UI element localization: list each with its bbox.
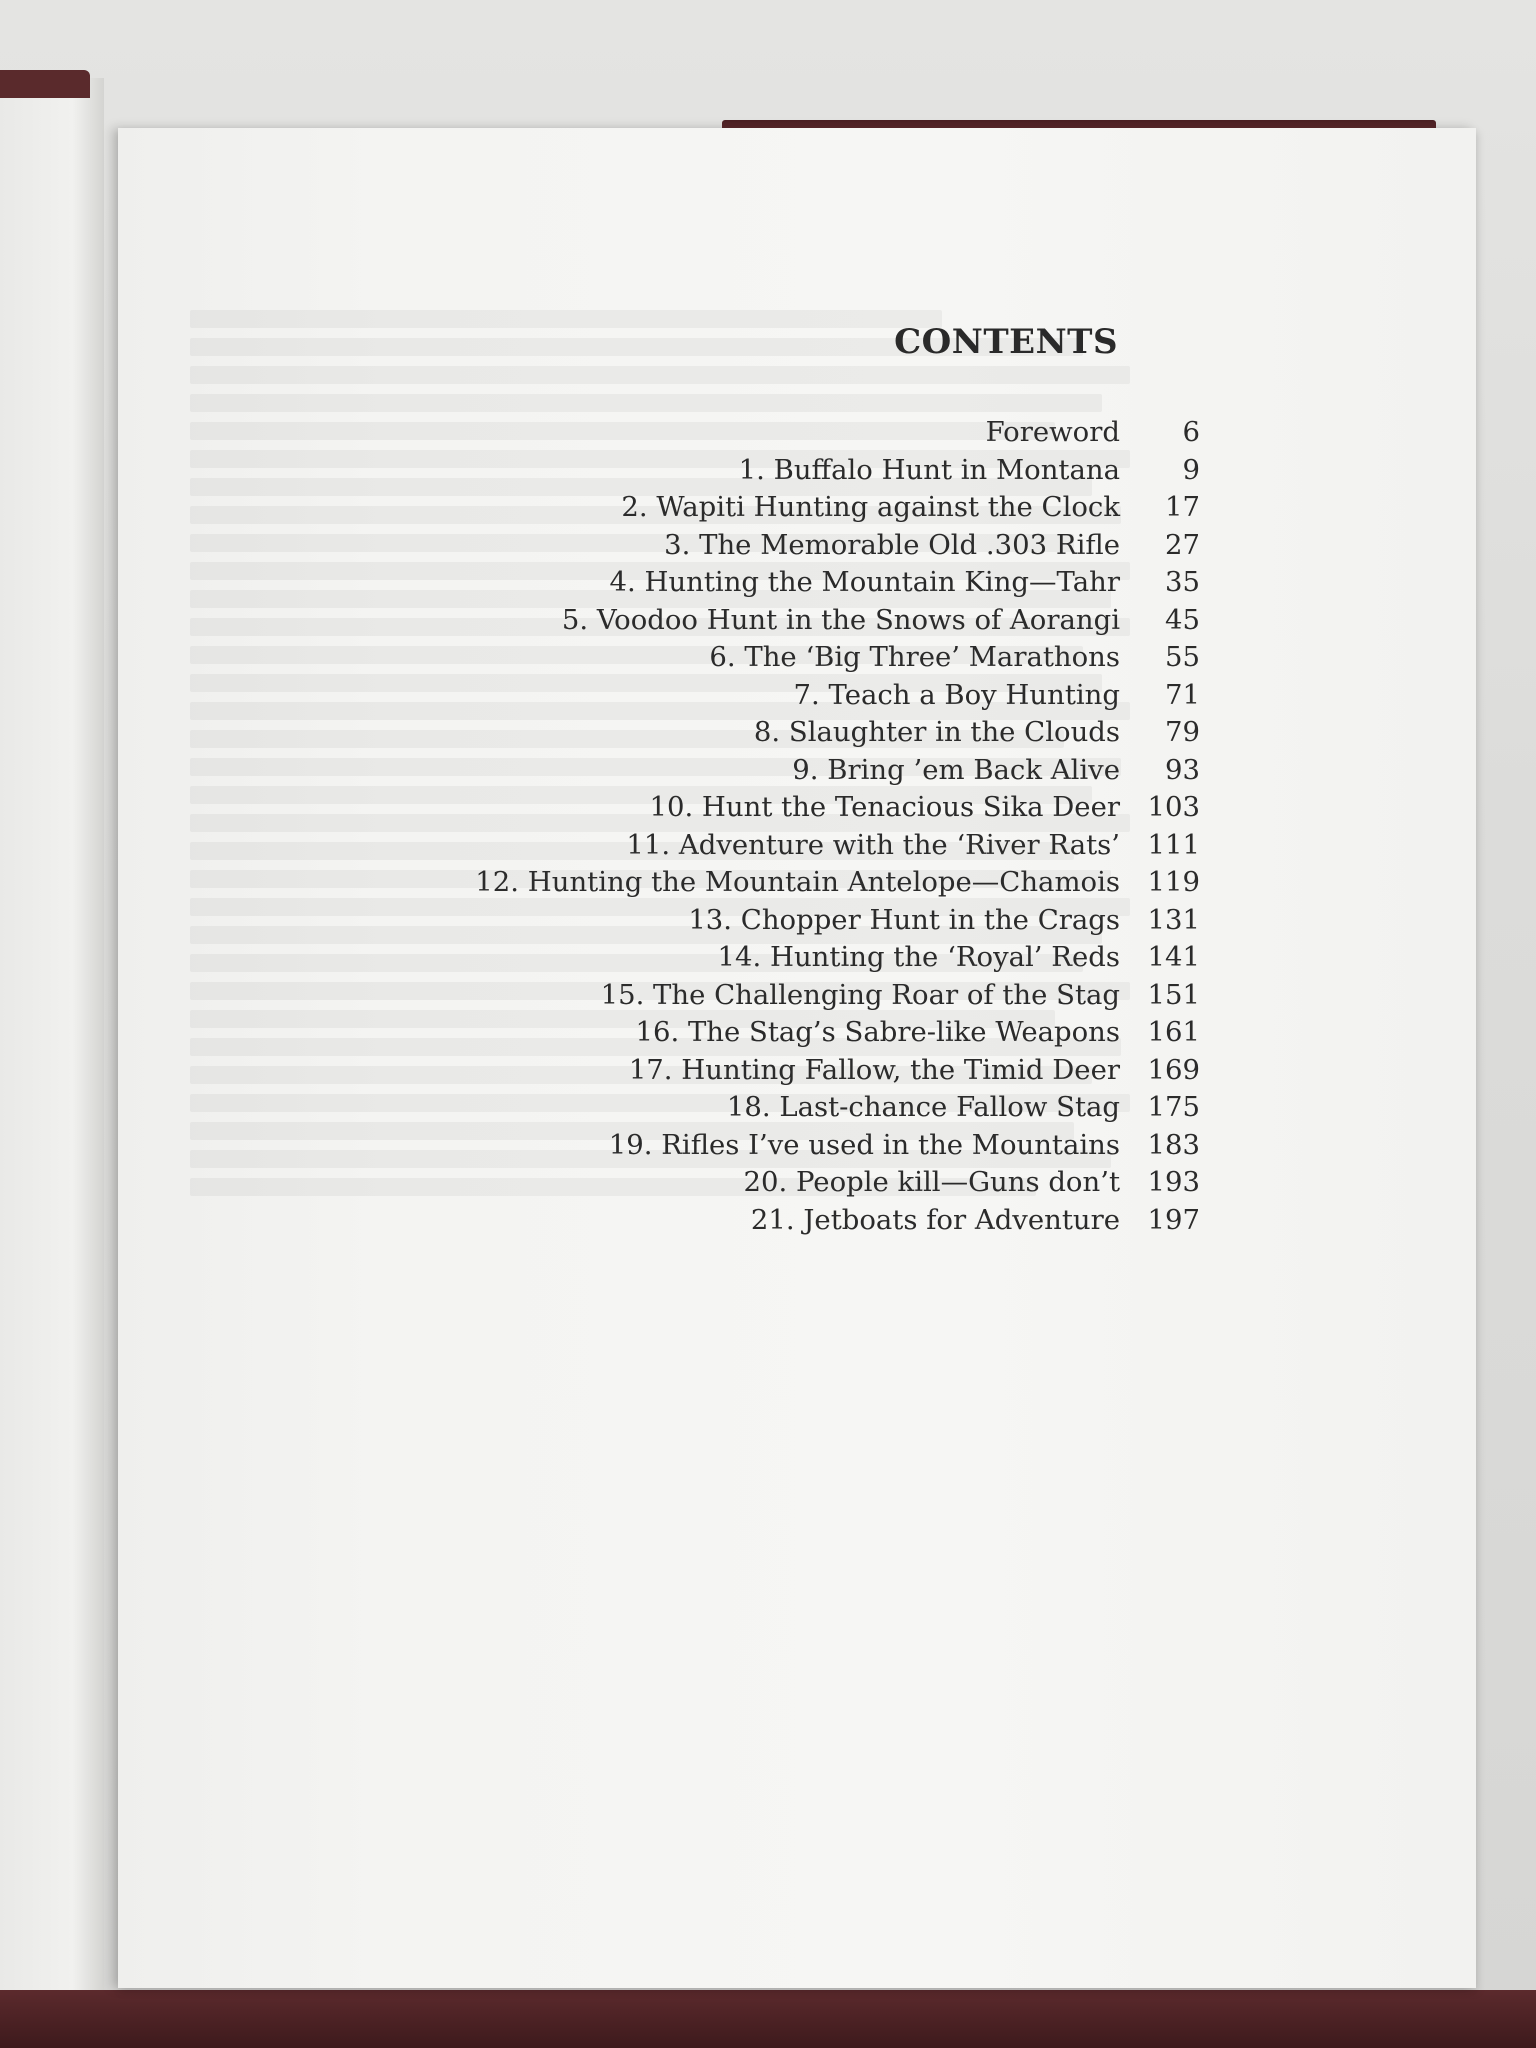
toc-entry-title: 19. Rifles I’ve used in the Mountains [608, 1128, 1120, 1161]
toc-entry [300, 566, 1200, 604]
toc-entry-page-number: 17 [1165, 491, 1200, 523]
toc-entry-title: 8. Slaughter in the Clouds [753, 716, 1120, 748]
toc-entry [300, 941, 1200, 979]
toc-entry [300, 1054, 1200, 1092]
toc-entry-title: 6. The ‘Big Three’ Marathons [709, 641, 1120, 673]
toc-entry-title: 12. Hunting the Mountain Antelope—Chamois [475, 866, 1120, 898]
toc-entry-page-number: 141 [1147, 941, 1200, 973]
toc-entry-title: 1. Buffalo Hunt in Montana [738, 453, 1120, 486]
toc-entry [300, 791, 1200, 829]
toc-entry-page-number: 79 [1165, 716, 1200, 748]
toc-entry-title: 2. Wapiti Hunting against the Clock [621, 491, 1120, 523]
toc-entry-page-number: 183 [1147, 1128, 1200, 1161]
toc-entry-page-number: 55 [1165, 641, 1200, 673]
toc-entry [300, 454, 1200, 492]
toc-entry-title: 14. Hunting the ‘Royal’ Reds [717, 941, 1120, 973]
book-cover-bottom-edge [0, 1990, 1536, 2048]
toc-entry [300, 604, 1200, 642]
toc-entry [300, 416, 1200, 454]
toc-entry [300, 904, 1200, 942]
toc-entry-title: 18. Last-chance Fallow Stag [726, 1091, 1120, 1123]
toc-entry-page-number: 93 [1165, 753, 1200, 786]
contents-heading: CONTENTS [894, 322, 1118, 362]
toc-entry-title: 3. The Memorable Old .303 Rifle [664, 528, 1120, 561]
toc-entry-page-number: 175 [1147, 1091, 1200, 1123]
toc-entry-page-number: 161 [1147, 1016, 1200, 1048]
toc-entry-title: 20. People kill—Guns don’t [743, 1166, 1120, 1198]
toc-entry [300, 679, 1200, 717]
toc-entry-page-number: 169 [1147, 1053, 1200, 1086]
toc-entry-page-number: 27 [1165, 528, 1200, 561]
toc-entry-title: 5. Voodoo Hunt in the Snows of Aorangi [561, 603, 1120, 636]
book-cover-corner [0, 70, 90, 98]
toc-entry-title: 7. Teach a Boy Hunting [793, 678, 1120, 711]
toc-entry-title: 17. Hunting Fallow, the Timid Deer [628, 1053, 1120, 1086]
toc-entry-page-number: 111 [1147, 828, 1200, 861]
toc-entry [300, 866, 1200, 904]
toc-entry-page-number: 45 [1165, 603, 1200, 636]
toc-entry [300, 1016, 1200, 1054]
toc-entry-title: 15. The Challenging Roar of the Stag [600, 978, 1120, 1011]
toc-entry-title: 10. Hunt the Tenacious Sika Deer [649, 791, 1120, 823]
toc-entry-page-number: 6 [1182, 416, 1200, 448]
toc-entry-page-number: 131 [1147, 903, 1200, 936]
toc-entry [300, 979, 1200, 1017]
toc-entry-title: 21. Jetboats for Adventure [750, 1203, 1120, 1236]
toc-entry-title: 16. The Stag’s Sabre-like Weapons [635, 1016, 1120, 1048]
toc-entry-title: 4. Hunting the Mountain King—Tahr [609, 566, 1120, 598]
toc-entry-page-number: 71 [1165, 678, 1200, 711]
toc-entry [300, 491, 1200, 529]
toc-entry-title: Foreword [985, 416, 1120, 448]
left-page-edge [0, 78, 104, 1998]
toc-entry-page-number: 9 [1182, 453, 1200, 486]
toc-entry-page-number: 119 [1147, 866, 1200, 898]
toc-entry [300, 1091, 1200, 1129]
toc-entry-title: 13. Chopper Hunt in the Crags [688, 903, 1120, 936]
toc-entry [300, 1129, 1200, 1167]
toc-entry-page-number: 193 [1147, 1166, 1200, 1198]
toc-entry-title: 9. Bring ’em Back Alive [792, 753, 1120, 786]
table-of-contents [300, 416, 1200, 1241]
toc-entry-page-number: 151 [1147, 978, 1200, 1011]
toc-entry-title: 11. Adventure with the ‘River Rats’ [626, 828, 1120, 861]
toc-entry [300, 1166, 1200, 1204]
toc-entry [300, 641, 1200, 679]
toc-entry [300, 829, 1200, 867]
toc-entry-page-number: 197 [1147, 1203, 1200, 1236]
toc-entry [300, 529, 1200, 567]
toc-entry-page-number: 103 [1147, 791, 1200, 823]
toc-entry-page-number: 35 [1165, 566, 1200, 598]
toc-entry [300, 716, 1200, 754]
toc-entry [300, 754, 1200, 792]
toc-entry [300, 1204, 1200, 1242]
